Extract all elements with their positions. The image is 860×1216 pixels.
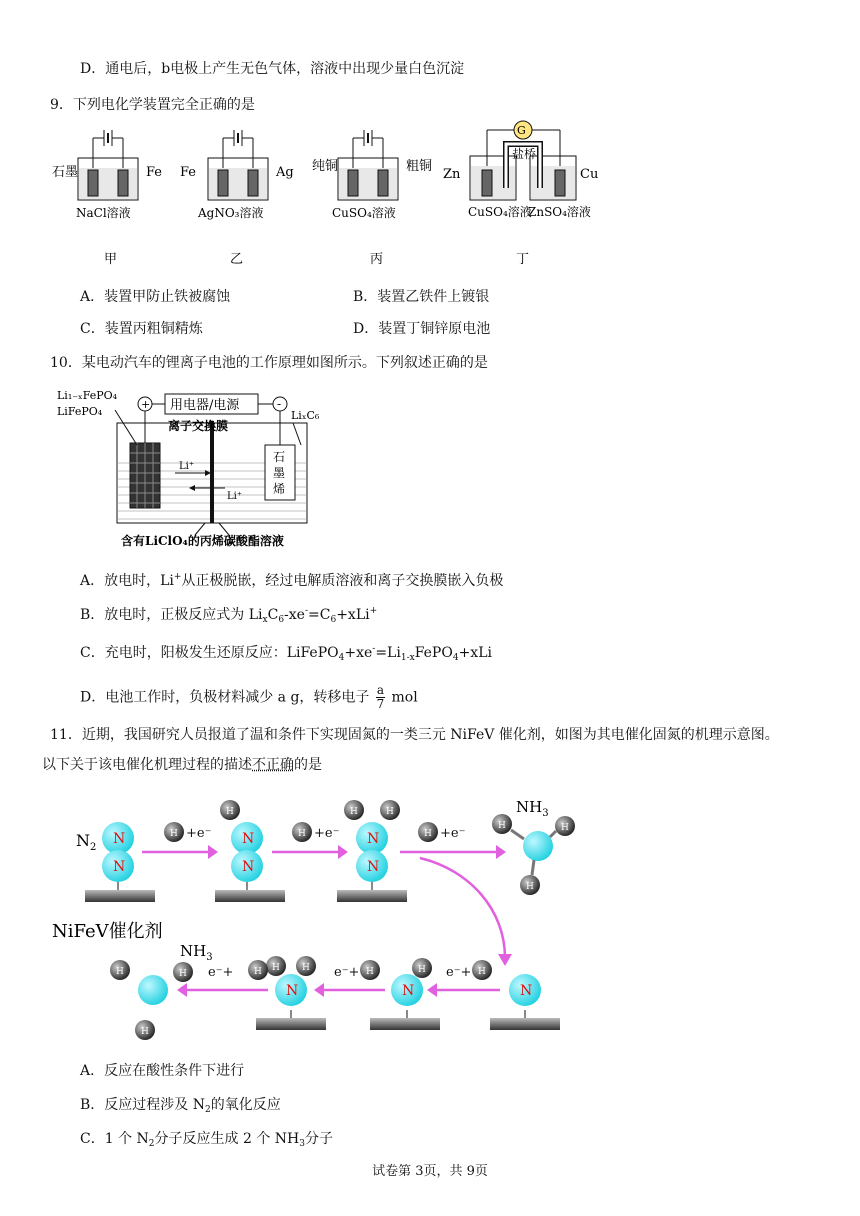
page-footer: 试卷第 3页，共 9页 (372, 1164, 488, 1179)
bing-caption: 丙 (370, 252, 384, 267)
atom-h: H (170, 829, 178, 839)
yi-solution: AgNO₃溶液 (198, 206, 264, 220)
bing-left-label: 纯铜 (312, 159, 339, 174)
jia-caption: 甲 (104, 252, 118, 267)
atom-n: N (113, 831, 126, 847)
apparatus-bing (338, 130, 398, 200)
battery-electrode-2: 墨 (273, 466, 286, 480)
atom-h: H (254, 967, 262, 977)
nh3-label-top: $NH_3$ (516, 798, 549, 819)
battery-solution: 含有LiClO₄的丙烯碳酸酯溶液 (121, 534, 284, 548)
q10-option-d: D．电池工作时，负极材料减少 a g，转移电子 $\frac{a}{7}$ mol (80, 683, 418, 711)
q9-stem: 9．下列电化学装置完全正确的是 (50, 97, 255, 113)
battery-minus: - (277, 397, 282, 411)
atom-n: N (402, 983, 415, 999)
atom-n: N (520, 983, 533, 999)
bing-right-label: 粗铜 (406, 159, 433, 174)
atom-h: H (272, 963, 280, 973)
q11-stem-2: 以下关于该电催化机理过程的描述不正确的是 (42, 757, 322, 773)
state-n2h2 (337, 800, 407, 902)
battery-plus: + (141, 398, 151, 411)
q8-option-d: D．通电后，b电极上产生无色气体，溶液中出现少量白色沉淀 (80, 61, 465, 77)
yi-left-label: Fe (180, 165, 197, 180)
ding-right-label: Cu (580, 167, 599, 182)
ding-caption: 丁 (516, 252, 530, 267)
q9-option-b: B．装置乙铁件上镀银 (353, 289, 490, 305)
q11-stem-1: 11．近期，我国研究人员报道了温和条件下实现固氮的一类三元 NiFeV 催化剂，如图为其电催化固氮的机理示意图。 (50, 727, 779, 743)
q9-option-d: D．装置丁铜锌原电池 (353, 321, 491, 337)
step-label: e⁻+ (208, 965, 234, 980)
ding-solution-left: CuSO₄溶液 (468, 205, 532, 219)
atom-h: H (298, 829, 306, 839)
q9-option-a: A．装置甲防止铁被腐蚀 (80, 289, 231, 305)
ding-meter: G (517, 124, 526, 137)
nh3-label-bottom: $NH_3$ (180, 942, 213, 963)
battery-electrode-3: 烯 (273, 482, 286, 496)
atom-h: H (561, 823, 569, 833)
atom-h: H (366, 967, 374, 977)
battery-left-top: Li₁₋ₓFePO₄ (57, 389, 118, 402)
battery-device-box: 用电器/电源 (170, 398, 240, 413)
atom-h: H (350, 807, 358, 817)
q11-option-c: C．1 个 $N_2$分子反应生成 2 个 $NH_3$分子 (80, 1131, 333, 1149)
atom-h: H (526, 882, 534, 892)
step-label: +e⁻ (186, 826, 212, 841)
atom-h: H (424, 829, 432, 839)
atom-h: H (116, 967, 124, 977)
bing-solution: CuSO₄溶液 (332, 206, 396, 220)
atom-n: N (367, 859, 380, 875)
step-label: e⁻+ (446, 965, 472, 980)
q11-mechanism-diagram (50, 790, 590, 1040)
apparatus-yi (208, 130, 268, 200)
q9-apparatus-diagram (50, 118, 610, 268)
atom-h: H (478, 967, 486, 977)
ding-bridge: 盐桥 (512, 147, 537, 161)
atom-n: N (367, 831, 380, 847)
q10-option-b: B．放电时，正极反应式为 $Li_xC_6-xe^-=C_6+xLi^+$ (80, 606, 378, 625)
q10-stem: 10．某电动汽车的锂离子电池的工作原理如图所示。下列叙述正确的是 (50, 355, 488, 371)
atom-n: N (242, 831, 255, 847)
battery-ion-right: Li⁺ (179, 461, 195, 472)
apparatus-jia (78, 130, 138, 200)
atom-n: N (242, 859, 255, 875)
battery-left-bottom: LiFePO₄ (57, 405, 103, 418)
catalyst-label: NiFeV催化剂 (52, 921, 163, 942)
battery-ion-left: Li⁺ (227, 491, 243, 502)
q10-battery-diagram (55, 383, 375, 553)
atom-h: H (141, 1027, 149, 1037)
fraction: $\frac{a}{7}$ (376, 683, 385, 711)
atom-h: H (226, 807, 234, 817)
emphasis-text: 不正确 (252, 757, 294, 773)
q9-option-c: C．装置丙粗铜精炼 (80, 321, 203, 337)
ding-solution-right: ZnSO₄溶液 (528, 205, 591, 219)
step-label: +e⁻ (440, 826, 466, 841)
q10-option-a: A．放电时，Li+从正极脱嵌，经过电解质溶液和离子交换膜嵌入负极 (80, 572, 504, 589)
q10-option-c: C．充电时，阳极发生还原反应：$LiFePO_4+xe^-=Li_{1-x}FePO_4+xLi$ (80, 644, 492, 663)
atom-h: H (179, 969, 187, 979)
jia-right-label: Fe (146, 165, 163, 180)
atom-h: H (302, 963, 310, 973)
yi-caption: 乙 (230, 252, 244, 267)
step-label: +e⁻ (314, 826, 340, 841)
jia-left-label: 石墨 (52, 165, 79, 180)
yi-right-label: Ag (276, 165, 294, 180)
jia-solution: NaCl溶液 (76, 206, 131, 220)
atom-h: H (418, 965, 426, 975)
ding-left-label: Zn (443, 167, 461, 182)
q11-option-b: B．反应过程涉及 $N_2$的氧化反应 (80, 1097, 281, 1115)
atom-n: N (286, 983, 299, 999)
n2-label: $N_2$ (76, 831, 97, 853)
atom-h: H (498, 821, 506, 831)
atom-h: H (386, 807, 394, 817)
battery-membrane: 离子交换膜 (168, 419, 229, 433)
atom-n: N (113, 859, 126, 875)
q11-option-a: A．反应在酸性条件下进行 (80, 1063, 245, 1079)
battery-electrode-1: 石 (273, 450, 286, 464)
battery-right-label: LiₓC₆ (291, 409, 320, 422)
step-label: e⁻+ (334, 965, 360, 980)
